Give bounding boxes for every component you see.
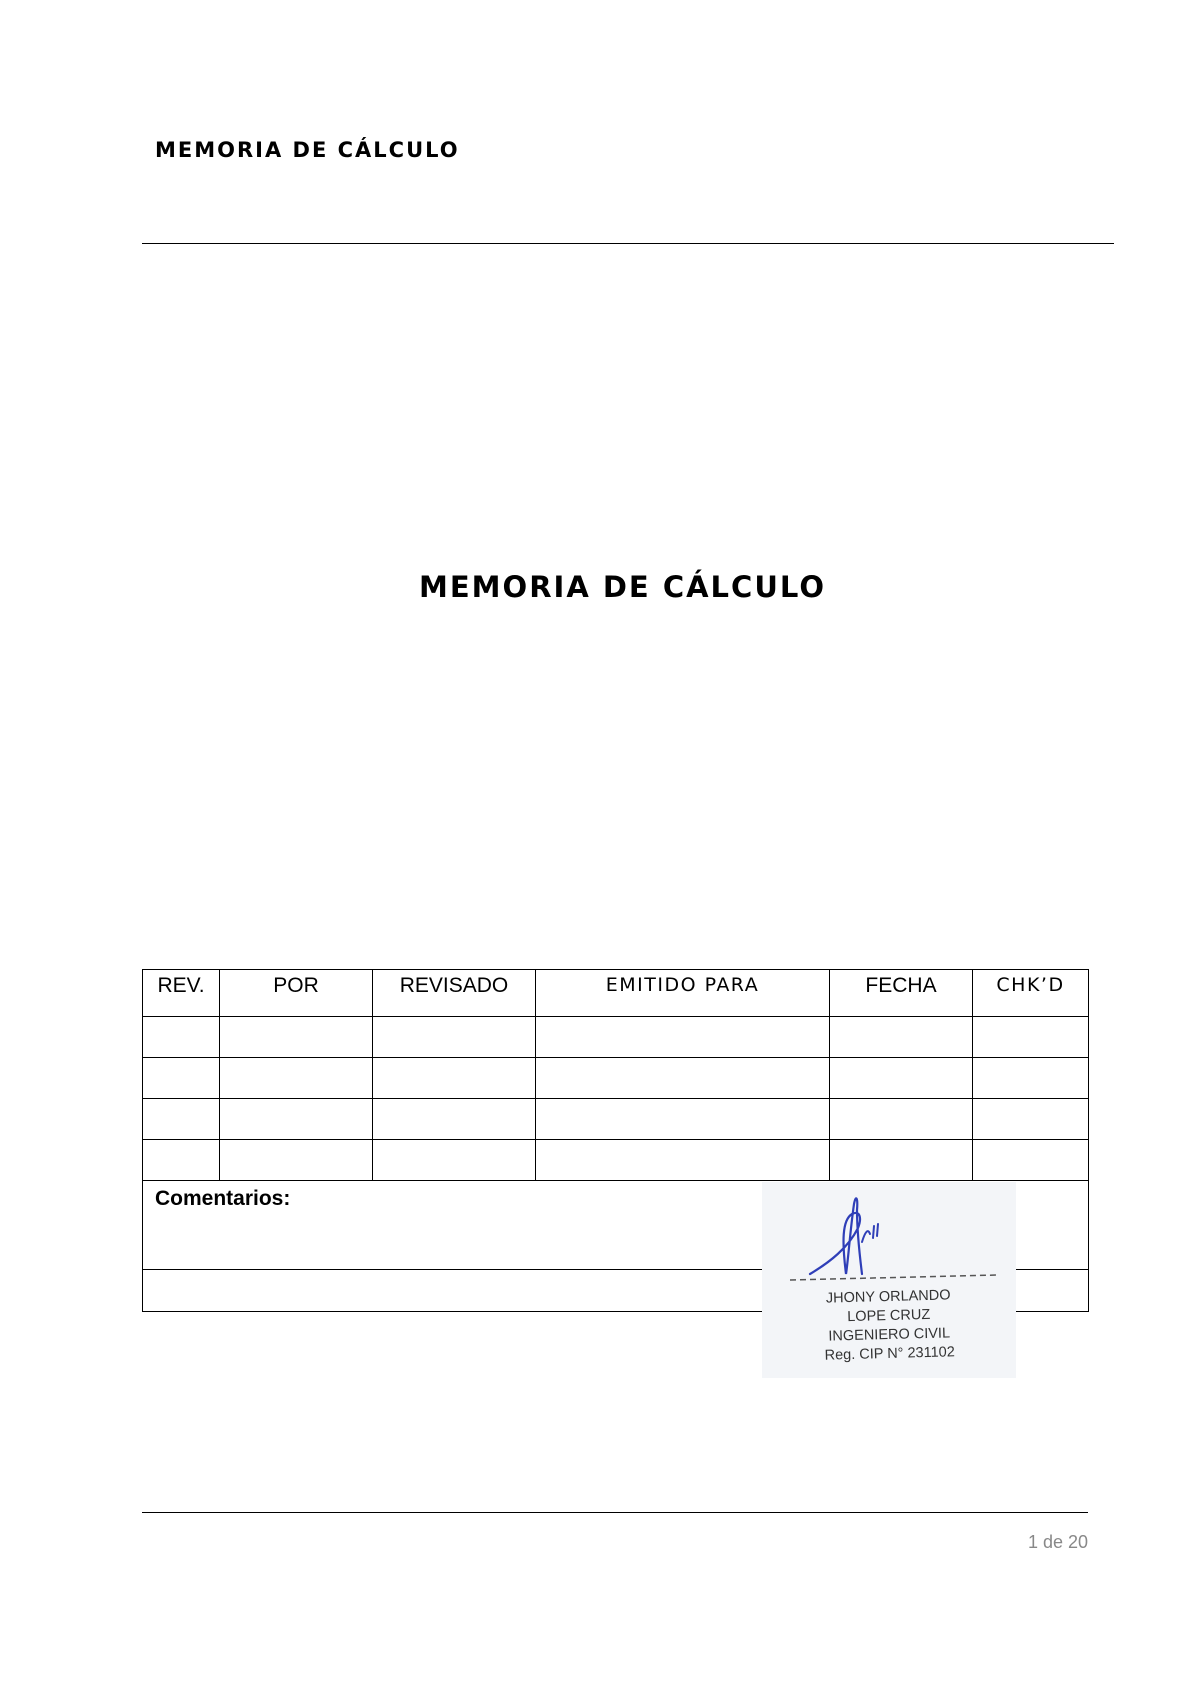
signature-stamp xyxy=(762,1182,1016,1378)
table-cell xyxy=(373,1099,536,1140)
signature-line: LOPE CRUZ xyxy=(847,1306,931,1326)
signature-mark xyxy=(762,1182,1016,1282)
table-cell xyxy=(830,1099,973,1140)
table-cell xyxy=(373,1017,536,1058)
table-cell xyxy=(536,1017,830,1058)
table-cell xyxy=(143,1140,220,1181)
table-cell xyxy=(973,1017,1089,1058)
table-cell xyxy=(143,1017,220,1058)
table-cell xyxy=(973,1140,1089,1181)
table-cell xyxy=(143,1099,220,1140)
table-cell xyxy=(373,1058,536,1099)
table-cell xyxy=(973,1099,1089,1140)
table-cell xyxy=(143,1058,220,1099)
table-cell xyxy=(220,1099,373,1140)
column-header-rev: REV. xyxy=(143,970,220,1017)
column-header-revisado: REVISADO xyxy=(373,970,536,1017)
column-header-chkd: CHK’D xyxy=(973,970,1089,1017)
table-cell xyxy=(220,1058,373,1099)
table-row xyxy=(143,1058,1089,1099)
table-row xyxy=(143,1017,1089,1058)
column-header-fecha: FECHA xyxy=(830,970,973,1017)
table-row xyxy=(143,1140,1089,1181)
table-cell xyxy=(536,1140,830,1181)
column-header-por: POR xyxy=(220,970,373,1017)
signature-line: JHONY ORLANDO xyxy=(825,1287,951,1307)
document-title: MEMORIA DE CÁLCULO xyxy=(419,570,826,604)
table-cell xyxy=(973,1058,1089,1099)
footer-divider xyxy=(142,1512,1088,1513)
signature-line: INGENIERO CIVIL xyxy=(828,1325,951,1345)
table-cell xyxy=(373,1140,536,1181)
signature-text xyxy=(761,1285,1017,1368)
header-title: MEMORIA DE CÁLCULO xyxy=(155,138,460,162)
comments-label: Comentarios: xyxy=(143,1181,1089,1270)
signature-line: Reg. CIP N° 231102 xyxy=(824,1344,956,1364)
table-cell xyxy=(830,1058,973,1099)
table-cell xyxy=(830,1017,973,1058)
table-cell xyxy=(220,1017,373,1058)
column-header-emitido-para: EMITIDO PARA xyxy=(536,970,830,1017)
header-divider xyxy=(142,243,1114,244)
table-header-row xyxy=(143,970,1089,1017)
table-cell xyxy=(220,1140,373,1181)
table-cell xyxy=(536,1099,830,1140)
page-number: 1 de 20 xyxy=(1027,1532,1088,1552)
table-row xyxy=(143,1099,1089,1140)
table-cell xyxy=(536,1058,830,1099)
table-cell xyxy=(830,1140,973,1181)
